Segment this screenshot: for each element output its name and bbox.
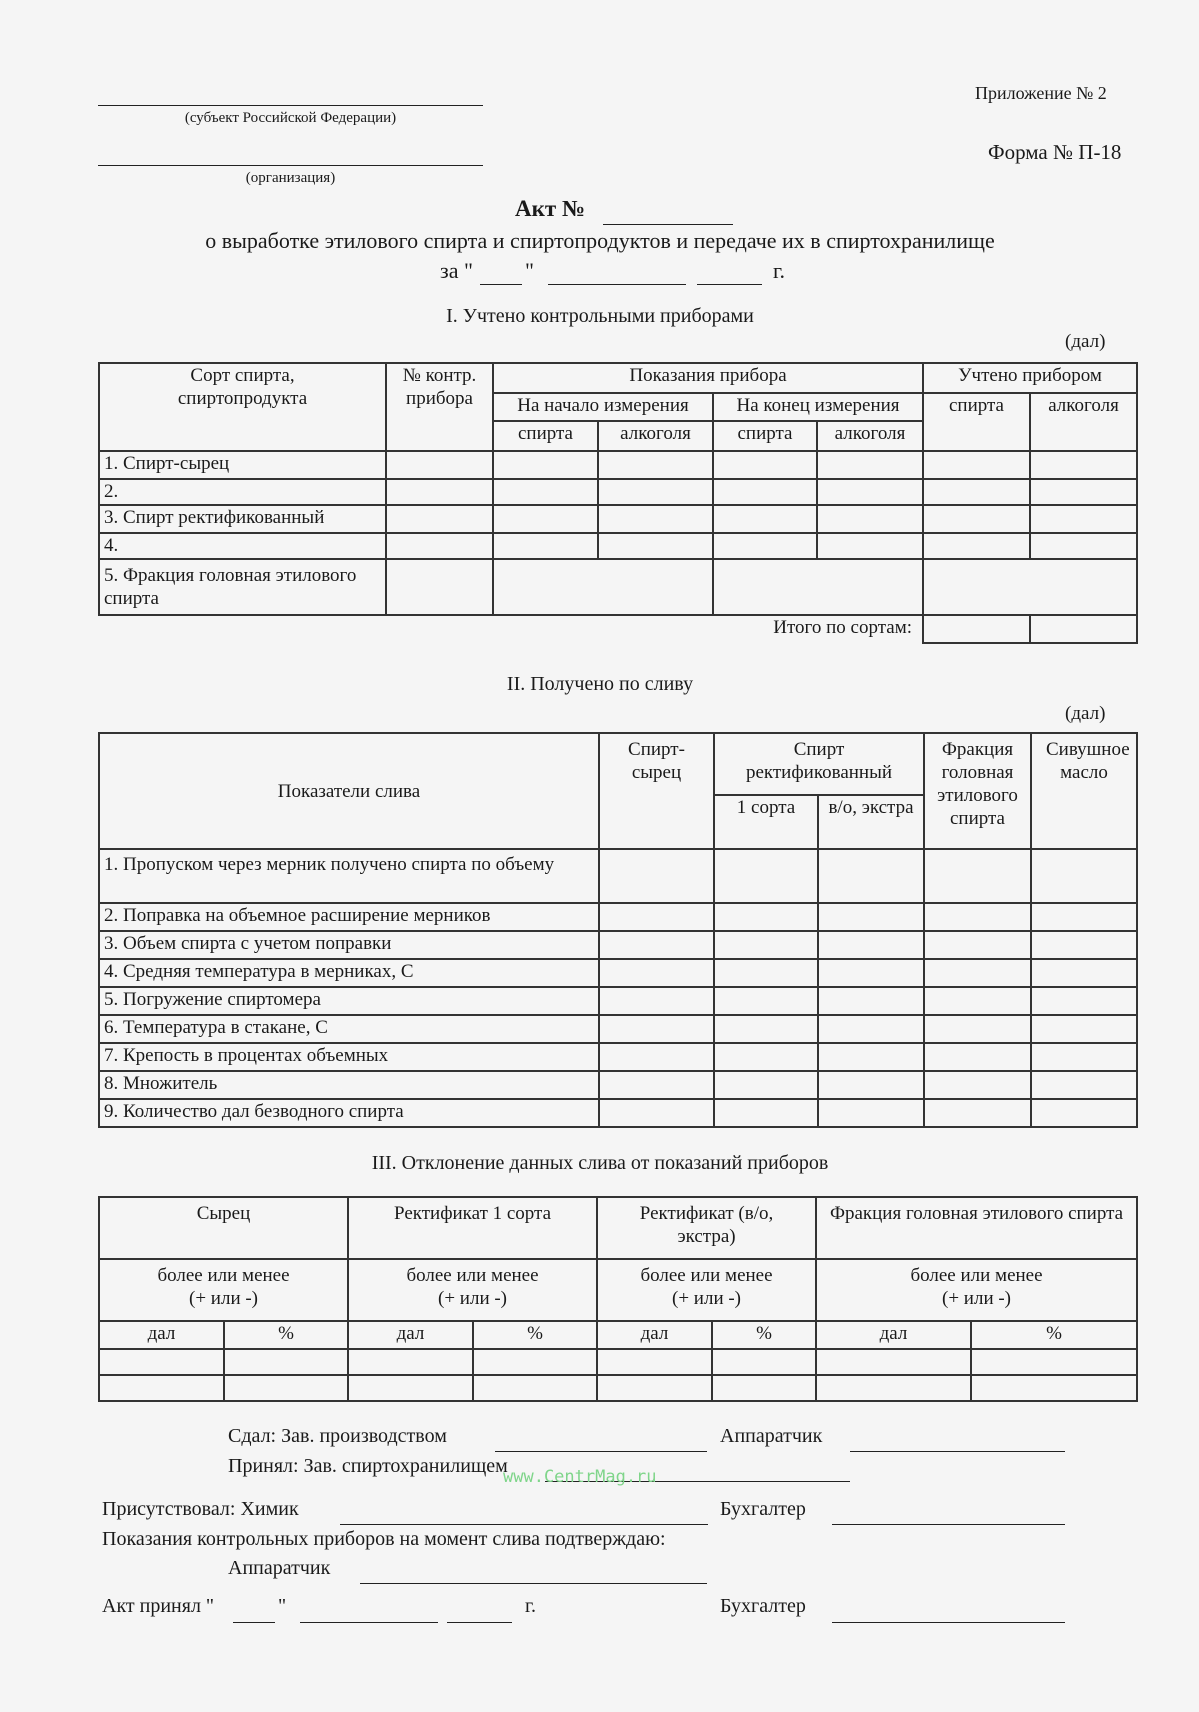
cell[interactable] (598, 533, 713, 559)
row-label: 1. Спирт-сырец (99, 451, 386, 479)
accountant-label: Бухгалтер (720, 1498, 806, 1520)
cell[interactable] (99, 1375, 224, 1401)
appendix-label: Приложение № 2 (975, 83, 1107, 103)
cell[interactable] (1031, 1043, 1137, 1071)
cell[interactable] (599, 1015, 714, 1043)
cell[interactable] (818, 959, 924, 987)
cell[interactable] (923, 505, 1030, 533)
header-start: На начало измерения (493, 393, 713, 421)
cell[interactable] (386, 533, 493, 559)
cell[interactable] (348, 1349, 473, 1375)
act-accepted-label: Акт принял " (102, 1595, 215, 1617)
more-less (99, 1259, 348, 1321)
cell[interactable] (1030, 533, 1137, 559)
chemist-signature-line[interactable] (340, 1524, 708, 1525)
header-sort: Сорт спирта, спиртопродукта (99, 363, 386, 451)
cell[interactable] (924, 1015, 1031, 1043)
act-month-line[interactable] (300, 1622, 438, 1623)
header-grade1: 1 сорта (714, 795, 818, 849)
header-fusel-oil: Сивушное масло (1031, 733, 1137, 849)
cell[interactable] (386, 451, 493, 479)
more-less (348, 1259, 597, 1321)
cell[interactable] (923, 533, 1030, 559)
cell[interactable] (818, 1099, 924, 1127)
header-counted-spirit: спирта (923, 393, 1030, 451)
header-counted-alcohol: алкоголя (1030, 393, 1137, 451)
cell[interactable] (713, 505, 817, 533)
cell[interactable] (818, 849, 924, 903)
header-end: На конец измерения (713, 393, 923, 421)
cell[interactable] (923, 559, 1137, 615)
cell[interactable] (473, 1349, 597, 1375)
cell[interactable] (1030, 451, 1137, 479)
act-quote: " (278, 1595, 287, 1617)
section3-table (98, 1196, 1138, 1402)
cell[interactable] (714, 987, 818, 1015)
form-number: Форма № П-18 (988, 140, 1122, 164)
unit-dal: дал (348, 1321, 473, 1349)
cell[interactable] (714, 1043, 818, 1071)
section1-heading: I. Учтено контрольными приборами (446, 305, 754, 327)
more-less (597, 1259, 816, 1321)
cell[interactable] (923, 451, 1030, 479)
cell[interactable] (818, 1015, 924, 1043)
organization-caption: (организация) (245, 170, 336, 186)
cell[interactable] (818, 931, 924, 959)
cell[interactable] (1031, 931, 1137, 959)
header-readings: Показания прибора (493, 363, 923, 393)
row-label: 9. Количество дал безводного спирта (99, 1099, 599, 1127)
total-spirit-cell[interactable] (923, 615, 1030, 643)
subject-caption: (субъект Российской Федерации) (184, 110, 397, 126)
cell[interactable] (817, 479, 923, 505)
cell[interactable] (493, 479, 598, 505)
cell[interactable] (1031, 959, 1137, 987)
cell[interactable] (473, 1375, 597, 1401)
cell[interactable] (713, 533, 817, 559)
section2-heading: II. Получено по сливу (506, 673, 694, 695)
operator2-label: Аппаратчик (228, 1557, 331, 1579)
cell[interactable] (924, 987, 1031, 1015)
cell[interactable] (924, 849, 1031, 903)
unit-dal: дал (597, 1321, 712, 1349)
present-label: Присутствовал: Химик (102, 1498, 299, 1520)
header-start-spirit: спирта (493, 421, 598, 451)
accountant-signature-line[interactable] (832, 1524, 1065, 1525)
cell[interactable] (493, 451, 598, 479)
cell[interactable] (924, 1099, 1031, 1127)
cell[interactable] (818, 987, 924, 1015)
subject-line (98, 105, 483, 106)
row-label: 5. Фракция головная этилового спирта (99, 559, 386, 615)
row-label: 2. (99, 479, 386, 505)
cell[interactable] (924, 1071, 1031, 1099)
cell[interactable] (714, 931, 818, 959)
header-rect-grade1: Ректификат 1 сорта (348, 1197, 597, 1259)
section2-unit: (дал) (1065, 703, 1106, 724)
section2-table (98, 732, 1138, 1128)
header-device-number: № контр. прибора (386, 363, 493, 451)
unit-dal: дал (99, 1321, 224, 1349)
cell[interactable] (816, 1375, 971, 1401)
cell[interactable] (599, 903, 714, 931)
cell[interactable] (714, 849, 818, 903)
cell[interactable] (713, 559, 923, 615)
cell[interactable] (599, 931, 714, 959)
date-year-line (697, 284, 762, 285)
date-prefix: за " (440, 258, 473, 283)
more-less-text: более или менее (910, 1265, 1043, 1286)
act-year-line[interactable] (447, 1622, 512, 1623)
cell[interactable] (599, 1099, 714, 1127)
row-label: 1. Пропуском через мерник получено спирта по объему (99, 849, 599, 903)
cell[interactable] (713, 479, 817, 505)
cell[interactable] (712, 1375, 816, 1401)
operator-label: Аппаратчик (720, 1425, 823, 1447)
total-label: Итого по сортам: (773, 617, 912, 638)
handed-signature-line[interactable] (495, 1451, 707, 1452)
row-label: 3. Объем спирта с учетом поправки (99, 931, 599, 959)
cell[interactable] (493, 505, 598, 533)
cell[interactable] (924, 1043, 1031, 1071)
cell[interactable] (923, 479, 1030, 505)
total-alcohol-cell[interactable] (1030, 615, 1137, 643)
cell[interactable] (818, 903, 924, 931)
plus-minus-text: (+ или -) (438, 1288, 508, 1309)
header-extra: в/о, экстра (818, 795, 924, 849)
cell[interactable] (597, 1375, 712, 1401)
cell[interactable] (817, 505, 923, 533)
row-label: 3. Спирт ректификованный (99, 505, 386, 533)
section3-heading: III. Отклонение данных слива от показаний приборов (371, 1152, 829, 1174)
unit-pct: % (473, 1321, 597, 1349)
more-less-text: более или менее (640, 1265, 773, 1286)
header-indicators: Показатели слива (99, 733, 599, 849)
accountant2-signature-line[interactable] (832, 1622, 1065, 1623)
cell[interactable] (1031, 1099, 1137, 1127)
row-label: 8. Множитель (99, 1071, 599, 1099)
cell[interactable] (714, 1015, 818, 1043)
cell[interactable] (816, 1349, 971, 1375)
cell[interactable] (1031, 1015, 1137, 1043)
cell[interactable] (599, 959, 714, 987)
row-label: 4. (99, 533, 386, 559)
cell[interactable] (598, 451, 713, 479)
cell[interactable] (713, 451, 817, 479)
header-counted: Учтено прибором (923, 363, 1137, 393)
cell[interactable] (1031, 1071, 1137, 1099)
cell[interactable] (714, 1099, 818, 1127)
cell[interactable] (348, 1375, 473, 1401)
section1-table (98, 362, 1138, 644)
cell[interactable] (817, 451, 923, 479)
header-raw-spirit: Спирт-сырец (599, 733, 714, 849)
cell[interactable] (1030, 505, 1137, 533)
section1-unit: (дал) (1065, 331, 1106, 352)
cell[interactable] (386, 505, 493, 533)
header-rect-extra: Ректификат (в/о, экстра) (597, 1197, 816, 1259)
cell[interactable] (1031, 987, 1137, 1015)
act-year-suffix: г. (525, 1595, 536, 1617)
header-end-alcohol: алкоголя (817, 421, 923, 451)
cell[interactable] (598, 505, 713, 533)
unit-pct: % (971, 1321, 1137, 1349)
row-label: 7. Крепость в процентах объемных (99, 1043, 599, 1071)
operator2-signature-line[interactable] (360, 1583, 707, 1584)
unit-pct: % (712, 1321, 816, 1349)
header-fraction: Фракция головная этилового спирта (924, 733, 1031, 849)
plus-minus-text: (+ или -) (189, 1288, 259, 1309)
cell[interactable] (386, 479, 493, 505)
cell[interactable] (224, 1349, 348, 1375)
more-less-text: более или менее (406, 1265, 539, 1286)
cell[interactable] (598, 479, 713, 505)
cell[interactable] (99, 1349, 224, 1375)
row-label: 6. Температура в стакане, С (99, 1015, 599, 1043)
header-rectified: Спирт ректификованный (714, 733, 924, 795)
plus-minus-text: (+ или -) (942, 1288, 1012, 1309)
unit-pct: % (224, 1321, 348, 1349)
cell[interactable] (599, 849, 714, 903)
watermark: www.CentrMag.ru (503, 1467, 657, 1487)
more-less (816, 1259, 1137, 1321)
date-month-line (548, 284, 686, 285)
accepted-label: Принял: Зав. спиртохранилищем (228, 1455, 508, 1477)
accountant2-label: Бухгалтер (720, 1595, 806, 1617)
date-day-line (480, 284, 522, 285)
act-title: Акт № (515, 196, 586, 221)
act-number-line (603, 224, 733, 225)
act-subtitle: о выработке этилового спирта и спиртопродуктов и передаче их в спиртохранилище (205, 228, 995, 253)
plus-minus-text: (+ или -) (672, 1288, 742, 1309)
header-end-spirit: спирта (713, 421, 817, 451)
row-label: 5. Погружение спиртомера (99, 987, 599, 1015)
cell[interactable] (1031, 849, 1137, 903)
confirm-label: Показания контрольных приборов на момент слива подтверждаю: (102, 1528, 666, 1550)
cell[interactable] (714, 903, 818, 931)
cell[interactable] (924, 959, 1031, 987)
row-label: 2. Поправка на объемное расширение мерников (99, 903, 599, 931)
cell[interactable] (599, 1043, 714, 1071)
unit-dal: дал (816, 1321, 971, 1349)
row-label: 4. Средняя температура в мерниках, С (99, 959, 599, 987)
cell[interactable] (924, 931, 1031, 959)
cell[interactable] (818, 1071, 924, 1099)
cell[interactable] (386, 559, 493, 615)
cell[interactable] (971, 1375, 1137, 1401)
cell[interactable] (714, 959, 818, 987)
cell[interactable] (597, 1349, 712, 1375)
header-raw: Сырец (99, 1197, 348, 1259)
act-day-line[interactable] (233, 1622, 275, 1623)
cell[interactable] (493, 559, 713, 615)
cell[interactable] (493, 533, 598, 559)
cell[interactable] (924, 903, 1031, 931)
cell[interactable] (971, 1349, 1137, 1375)
cell[interactable] (1030, 479, 1137, 505)
cell[interactable] (224, 1375, 348, 1401)
header-start-alcohol: алкоголя (598, 421, 713, 451)
date-suffix: г. (773, 258, 786, 283)
more-less-text: более или менее (157, 1265, 290, 1286)
cell[interactable] (714, 1071, 818, 1099)
cell[interactable] (712, 1349, 816, 1375)
cell[interactable] (599, 1071, 714, 1099)
cell[interactable] (1031, 903, 1137, 931)
handed-label: Сдал: Зав. производством (228, 1425, 447, 1447)
cell[interactable] (818, 1043, 924, 1071)
cell[interactable] (817, 533, 923, 559)
header-fraction-head: Фракция головная этилового спирта (816, 1197, 1137, 1259)
cell[interactable] (599, 987, 714, 1015)
date-quote: " (525, 258, 534, 283)
operator-signature-line[interactable] (850, 1451, 1065, 1452)
organization-line (98, 165, 483, 166)
